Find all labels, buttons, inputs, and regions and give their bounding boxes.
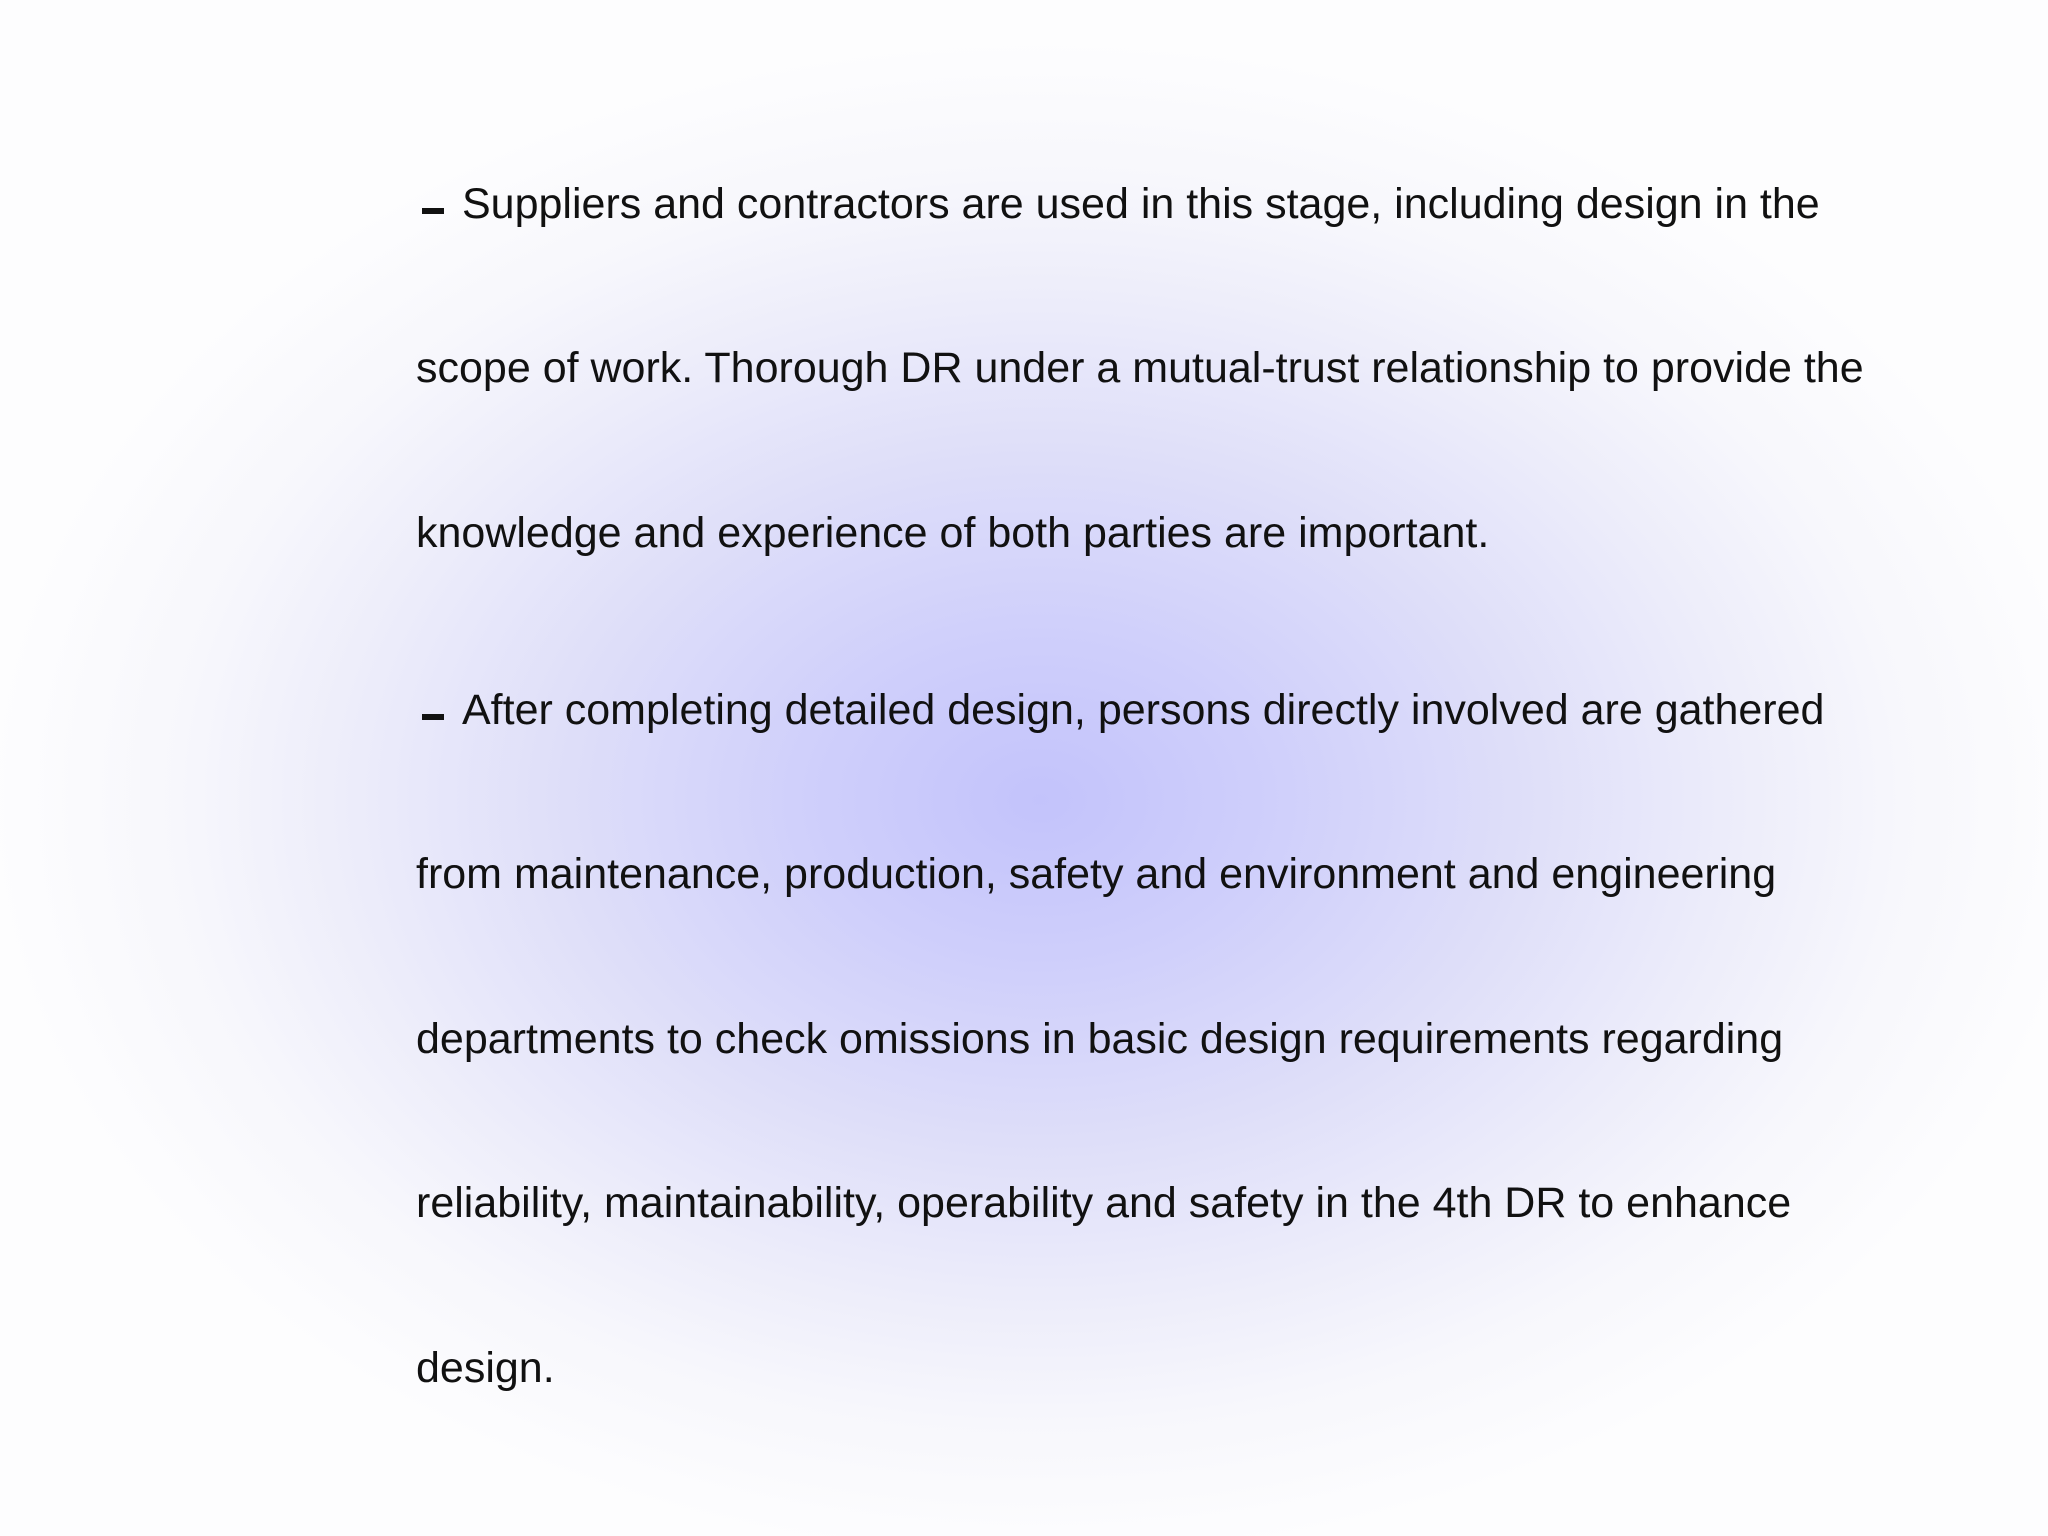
dash-bullet-icon [422,714,444,720]
bullet-line: design. [416,1344,555,1392]
bullet-line: knowledge and experience of both parties are important. [416,509,1490,557]
bullet-line: scope of work. Thorough DR under a mutual-trust relationship to provide the [416,344,1864,392]
bullet-line: After completing detailed design, persons directly involved are gathered [462,686,1825,734]
dash-bullet-icon [422,208,444,214]
bullet-line: from maintenance, production, safety and environment and engineering [416,850,1777,898]
bullet-line: departments to check omissions in basic design requirements regarding [416,1015,1784,1063]
bullet-line: Suppliers and contractors are used in this stage, including design in the [462,180,1820,228]
bullet-line: reliability, maintainability, operability and safety in the 4th DR to enhance [416,1179,1792,1227]
